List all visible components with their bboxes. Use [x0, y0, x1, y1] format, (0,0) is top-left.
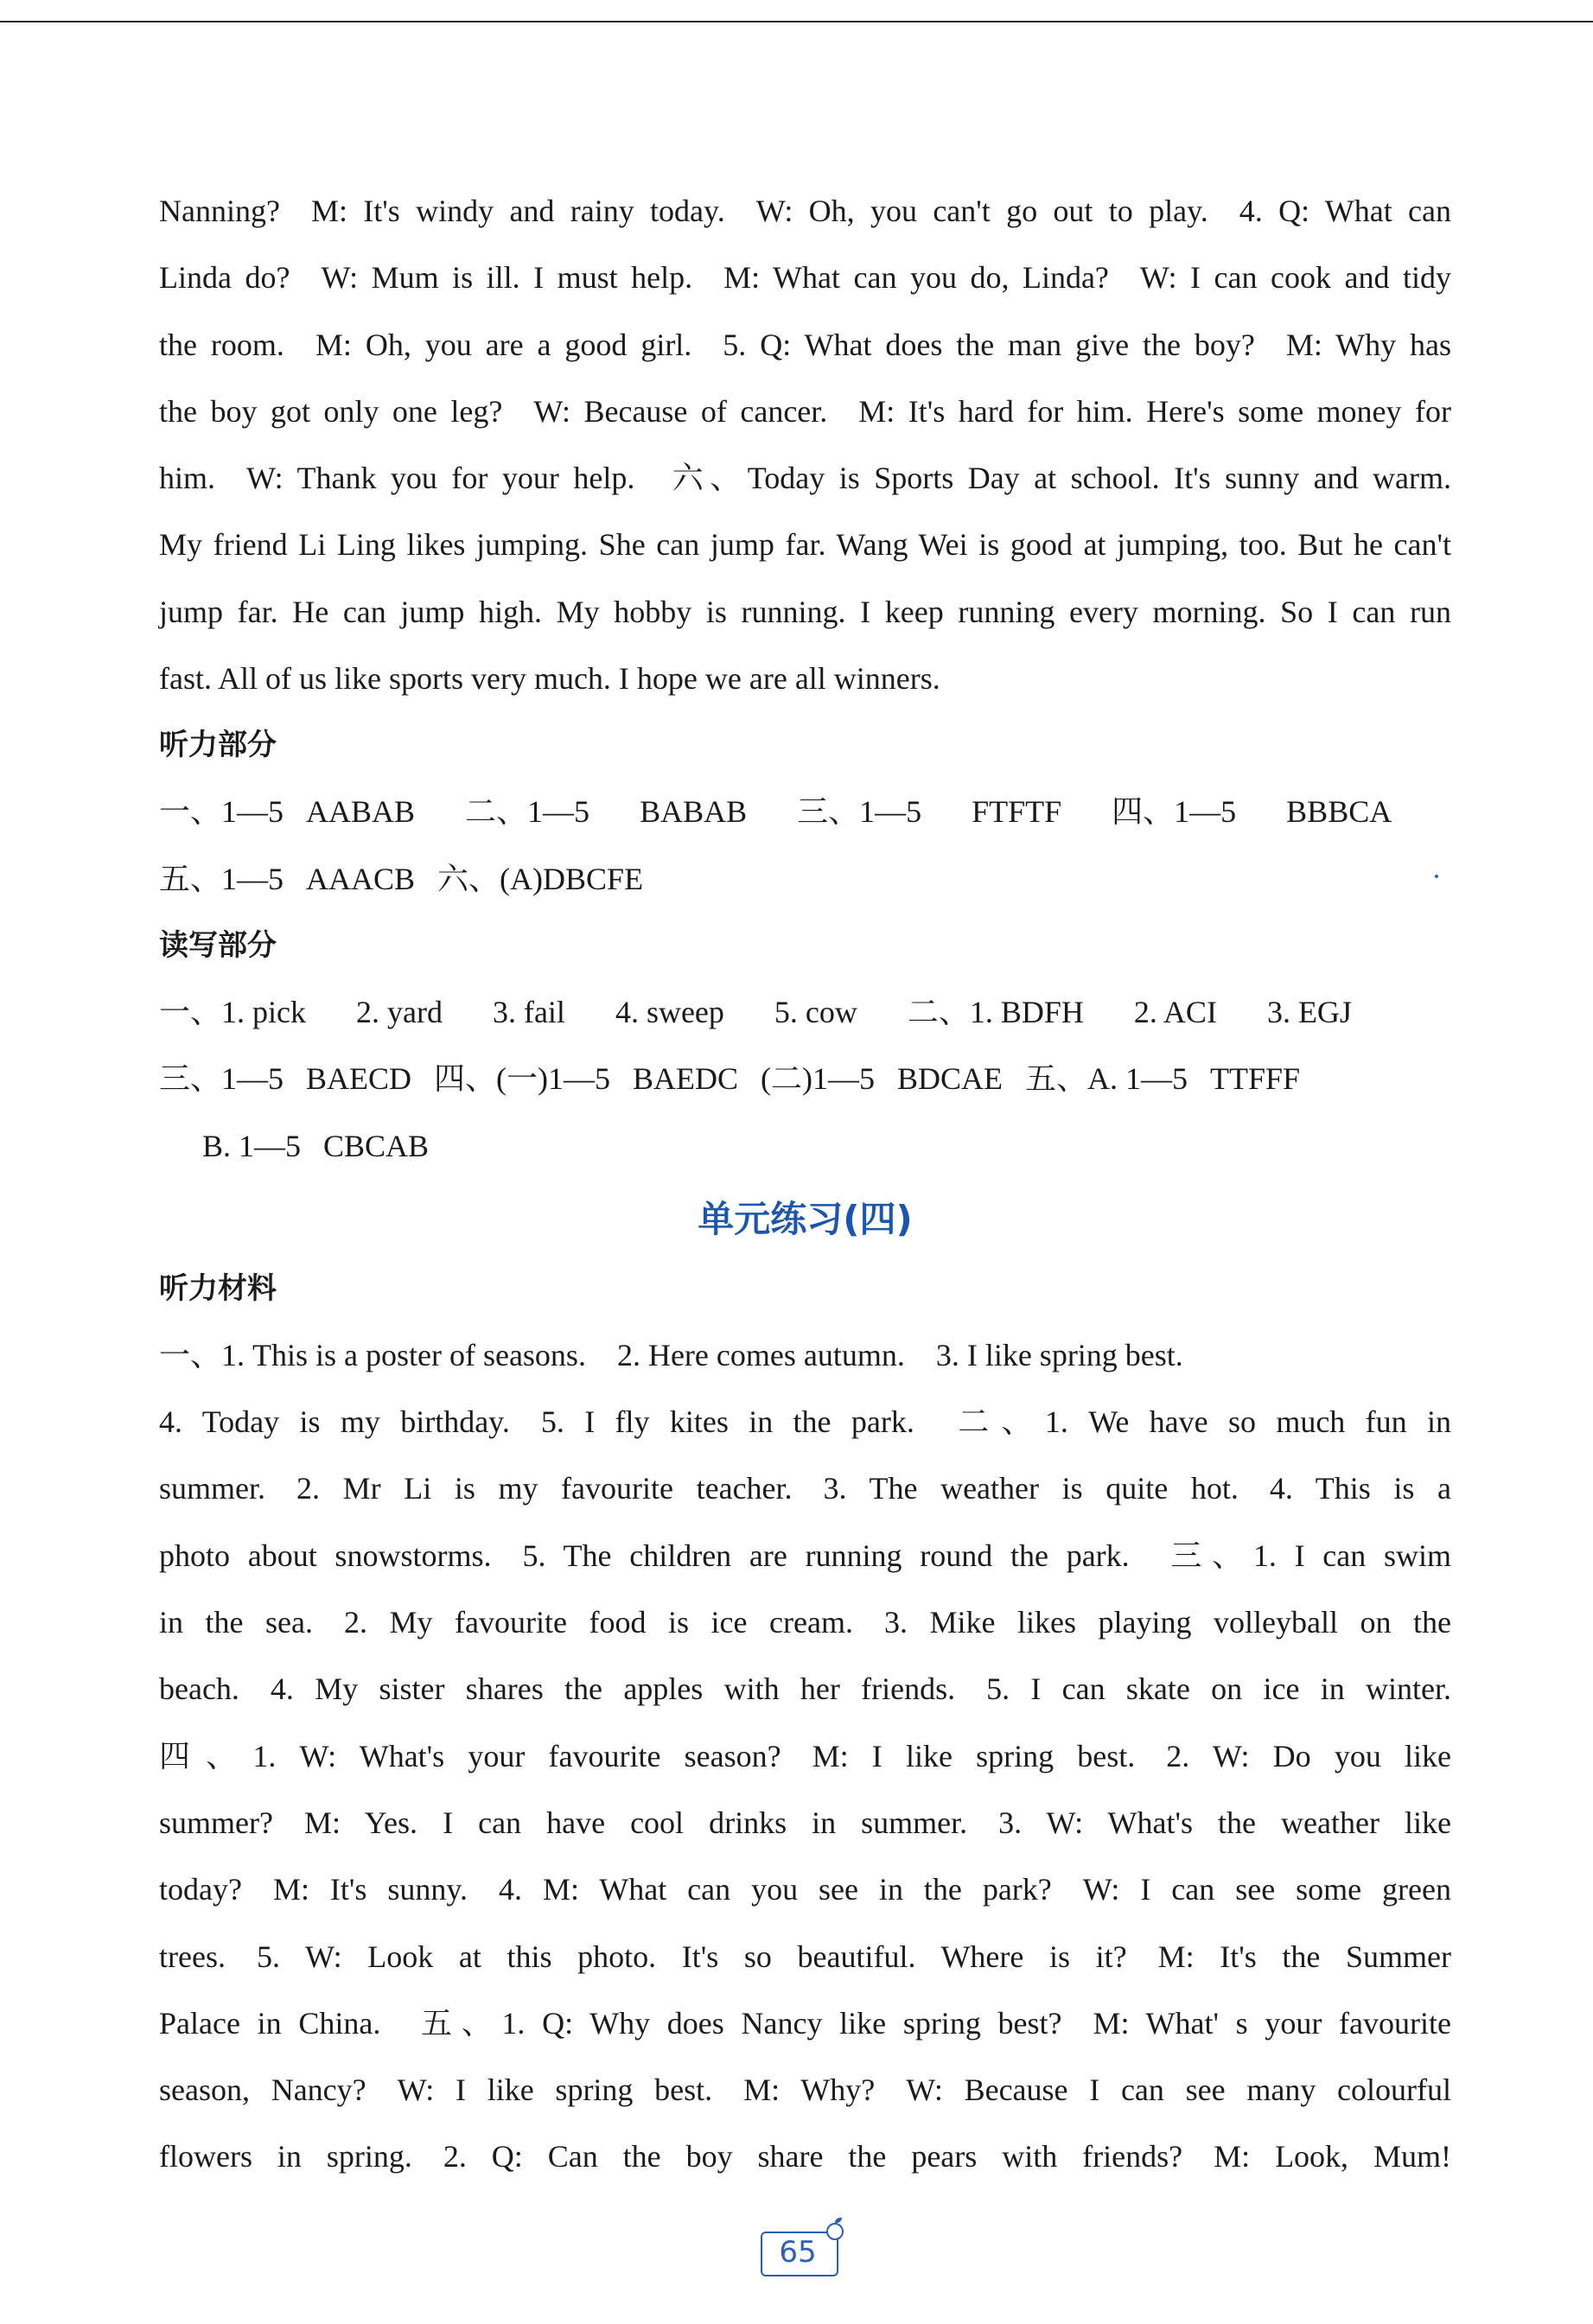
text-line: him. W: Thank you for your help. 六、Today is Sports Day at school. It's sunny and warm. [159, 461, 1451, 496]
text-line: summer? M: Yes. I can have cool drinks in summer. 3. W: What's the weather like [159, 1805, 1451, 1840]
answer-item: 3. EGJ [1266, 994, 1352, 1029]
materials-heading: 听力材料 [159, 1270, 277, 1306]
text-line: 一、1. This is a poster of seasons. 2. Here comes autumn. 3. I like spring best. [159, 1337, 1183, 1372]
stray-dot [1435, 875, 1438, 878]
answer-value: BAECD [306, 1061, 412, 1097]
answer-label: 三、1—5 [159, 1061, 284, 1097]
answer-value: BABAB [640, 794, 748, 830]
listening-materials-text [159, 1322, 1451, 2191]
answer-row [159, 1046, 1451, 1112]
text-line: the boy got only one leg? W: Because of cancer. M: It's hard for him. Here's some money for [159, 393, 1451, 429]
answer-label: 四、1—5 [1112, 794, 1237, 830]
text-line: fast. All of us like sports very much. I hope we are all winners. [159, 661, 940, 697]
answer-value: TTFFF [1210, 1061, 1301, 1097]
answer-label: B. 1—5 [202, 1128, 302, 1163]
answer-row [159, 846, 1451, 913]
answer-value: FTFTF [972, 794, 1062, 830]
text-line: Linda do? W: Mum is ill. I must help. M: What can you do, Linda? W: I can cook and tidy [159, 260, 1451, 296]
answer-value: AAACB [306, 861, 416, 896]
text-line: trees. 5. W: Look at this photo. It's so beautiful. Where is it? M: It's the Summer [159, 1939, 1451, 1974]
answer-value: BAEDC [633, 1061, 739, 1097]
text-line: flowers in spring. 2. Q: Can the boy share the pears with friends? M: Look, Mum! [159, 2139, 1451, 2174]
answer-label: 一、1—5 [159, 794, 284, 830]
text-line: in the sea. 2. My favourite food is ice cream. 3. Mike likes playing volleyball on the [159, 1605, 1451, 1640]
reading-section-heading: 读写部分 [159, 927, 277, 963]
answer-label: 五、A. 1—5 [1025, 1061, 1188, 1097]
text-line: 4. Today is my birthday. 5. I fly kites in the park. 二、1. We have so much fun in [159, 1404, 1451, 1440]
answer-item: 一、1. pick [159, 994, 306, 1029]
top-rule [0, 21, 1593, 22]
page-number-badge [761, 2223, 840, 2276]
text-line: the room. M: Oh, you are a good girl. 5. Q: What does the man give the boy? M: Why has [159, 327, 1451, 362]
listening-section-heading: 听力部分 [159, 728, 277, 763]
answer-value: AABAB [306, 794, 416, 830]
leaf-icon [835, 2218, 842, 2223]
text-line: 四、1. W: What's your favourite season? M: I like spring best. 2. W: Do you like [159, 1738, 1451, 1773]
answer-value: BBBCA [1286, 794, 1392, 830]
text-line: photo about snowstorms. 5. The children are running round the park. 三、1. I can swim [159, 1538, 1451, 1573]
answer-item: 2. ACI [1133, 994, 1217, 1029]
answer-row [202, 1113, 1451, 1180]
page-content [159, 178, 1451, 2191]
unit-title: 单元练习(四) [698, 1197, 913, 1240]
answer-row [159, 779, 1451, 845]
answer-item: 3. fail [492, 994, 565, 1029]
apple-icon [826, 2223, 844, 2240]
answer-value: BDCAE [897, 1061, 1004, 1097]
text-line: jump far. He can jump high. My hobby is running. I keep running every morning. So I can run [159, 594, 1451, 629]
text-line: Nanning? M: It's windy and rainy today. W: Oh, you can't go out to play. 4. Q: What can [159, 194, 1451, 228]
text-line: summer. 2. Mr Li is my favourite teacher. 3. The weather is quite hot. 4. This is a [159, 1471, 1451, 1506]
text-line: season, Nancy? W: I like spring best. M: Why? W: Because I can see many colourful [159, 2072, 1451, 2108]
answer-item: 5. cow [774, 994, 857, 1029]
answer-label: (二)1—5 [761, 1061, 876, 1097]
answer-item: 4. sweep [615, 994, 724, 1029]
answer-label: 四、(一)1—5 [434, 1061, 611, 1097]
answer-label: 五、1—5 [159, 861, 284, 896]
answer-value: CBCAB [323, 1128, 430, 1163]
page-number: 65 [779, 2235, 817, 2270]
answer-item: 2. yard [355, 994, 443, 1029]
text-line: Palace in China. 五、1. Q: Why does Nancy like spring best? M: What' s your favourite [159, 2005, 1451, 2041]
answer-item: 二、1. BDFH [907, 994, 1084, 1029]
answer-label: 三、1—5 [797, 794, 922, 830]
listening-text-continued [159, 178, 1451, 712]
text-line: My friend Li Ling likes jumping. She can jump far. Wang Wei is good at jumping, too. But he can't [159, 527, 1451, 563]
answer-label: 二、1—5 [465, 794, 590, 830]
text-line: today? M: It's sunny. 4. M: What can you see in the park? W: I can see some green [159, 1872, 1451, 1907]
answer-value: 六、(A)DBCFE [437, 861, 644, 896]
answer-row [159, 979, 1451, 1046]
text-line: beach. 4. My sister shares the apples with her friends. 5. I can skate on ice in winter. [159, 1671, 1451, 1707]
